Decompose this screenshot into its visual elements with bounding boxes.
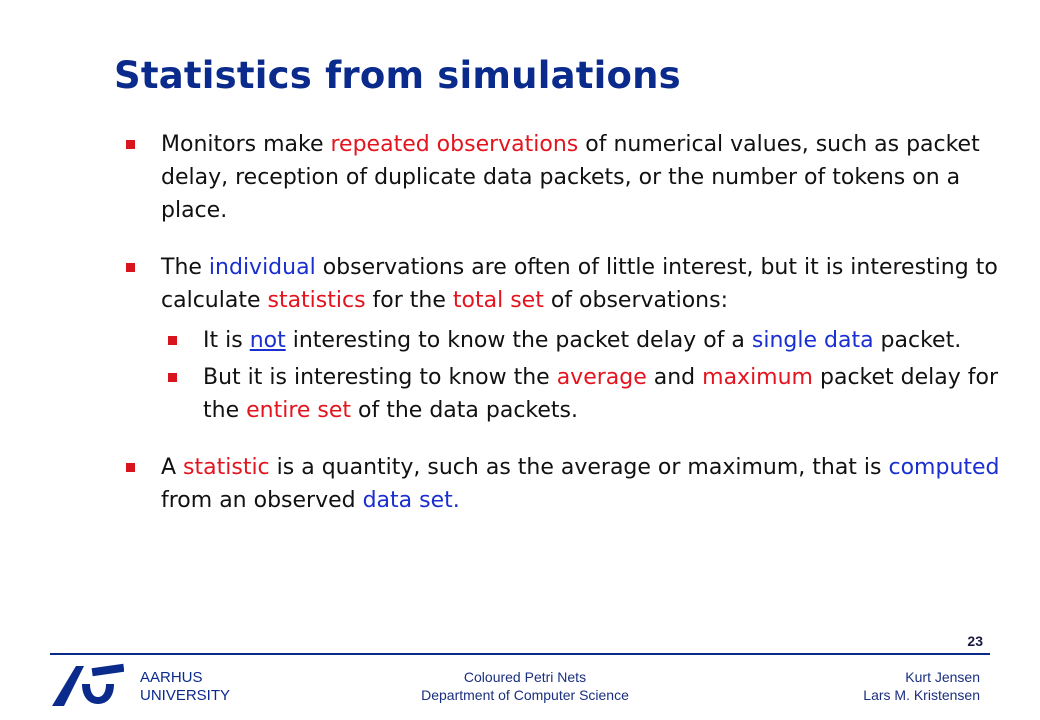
author-2: Lars M. Kristensen <box>863 687 980 703</box>
highlight-text: statistics <box>267 288 366 313</box>
slide-number: 23 <box>967 633 983 649</box>
bullet-text: packet. <box>873 328 962 353</box>
university-name <box>140 669 230 705</box>
bullet-monitors <box>124 128 1004 227</box>
bullet-text: and <box>646 365 703 390</box>
bullet-text: from an observed <box>161 488 363 513</box>
footer-divider <box>50 653 990 655</box>
aarhus-university-logo-icon <box>52 662 124 706</box>
bullet-text: It is <box>203 328 250 353</box>
highlight-text: data set. <box>362 488 460 513</box>
university-line-2: UNIVERSITY <box>140 687 231 704</box>
bullet-square-icon <box>126 263 135 272</box>
bullet-text: observations are often of little interest, but it is interesting to calculate <box>161 255 998 313</box>
sub-bullet-group <box>124 324 1004 427</box>
university-line-1: AARHUS <box>140 669 203 686</box>
sub-bullet-average-maximum <box>166 361 1004 427</box>
bullet-square-icon <box>126 463 135 472</box>
course-title: Coloured Petri Nets <box>463 669 587 685</box>
bullet-square-icon <box>168 373 177 382</box>
bullet-text: of numerical values, such as packet delay, reception of duplicate data packets, or the number of tokens on a place. <box>161 132 980 223</box>
bullet-text: of observations: <box>543 288 729 313</box>
bullet-text: is a quantity, such as the average or maximum, that is <box>269 455 889 480</box>
bullet-text: interesting to know the packet delay of a <box>285 328 752 353</box>
author-1: Kurt Jensen <box>905 669 980 685</box>
highlight-text: maximum <box>702 365 813 390</box>
sub-bullet-not-interesting <box>166 324 1004 357</box>
department-name: Department of Computer Science <box>421 687 629 703</box>
highlight-text: statistic <box>183 455 270 480</box>
bullet-text: But it is interesting to know the <box>203 365 557 390</box>
bullet-square-icon <box>168 336 177 345</box>
highlight-text: not <box>249 328 286 353</box>
bullet-text: for the <box>365 288 453 313</box>
bullet-individual-observations <box>124 251 1004 317</box>
highlight-text: average <box>556 365 647 390</box>
slide-title: Statistics from simulations <box>114 54 681 97</box>
bullet-text: of the data packets. <box>351 398 578 423</box>
bullet-text: A <box>161 455 184 480</box>
highlight-text: total set <box>452 288 544 313</box>
highlight-text: repeated observations <box>330 132 579 157</box>
footer-course-info <box>400 668 650 704</box>
bullet-square-icon <box>126 140 135 149</box>
highlight-text: entire set <box>246 398 352 423</box>
bullet-statistic-definition <box>124 451 1004 517</box>
slide-content <box>124 128 1004 541</box>
bullet-text: packet delay for the <box>203 365 999 423</box>
highlight-text: computed <box>888 455 1000 480</box>
highlight-text: individual <box>208 255 316 280</box>
highlight-text: single data <box>751 328 874 353</box>
bullet-text: The <box>161 255 209 280</box>
bullet-text: Monitors make <box>161 132 331 157</box>
footer-authors <box>863 668 980 704</box>
